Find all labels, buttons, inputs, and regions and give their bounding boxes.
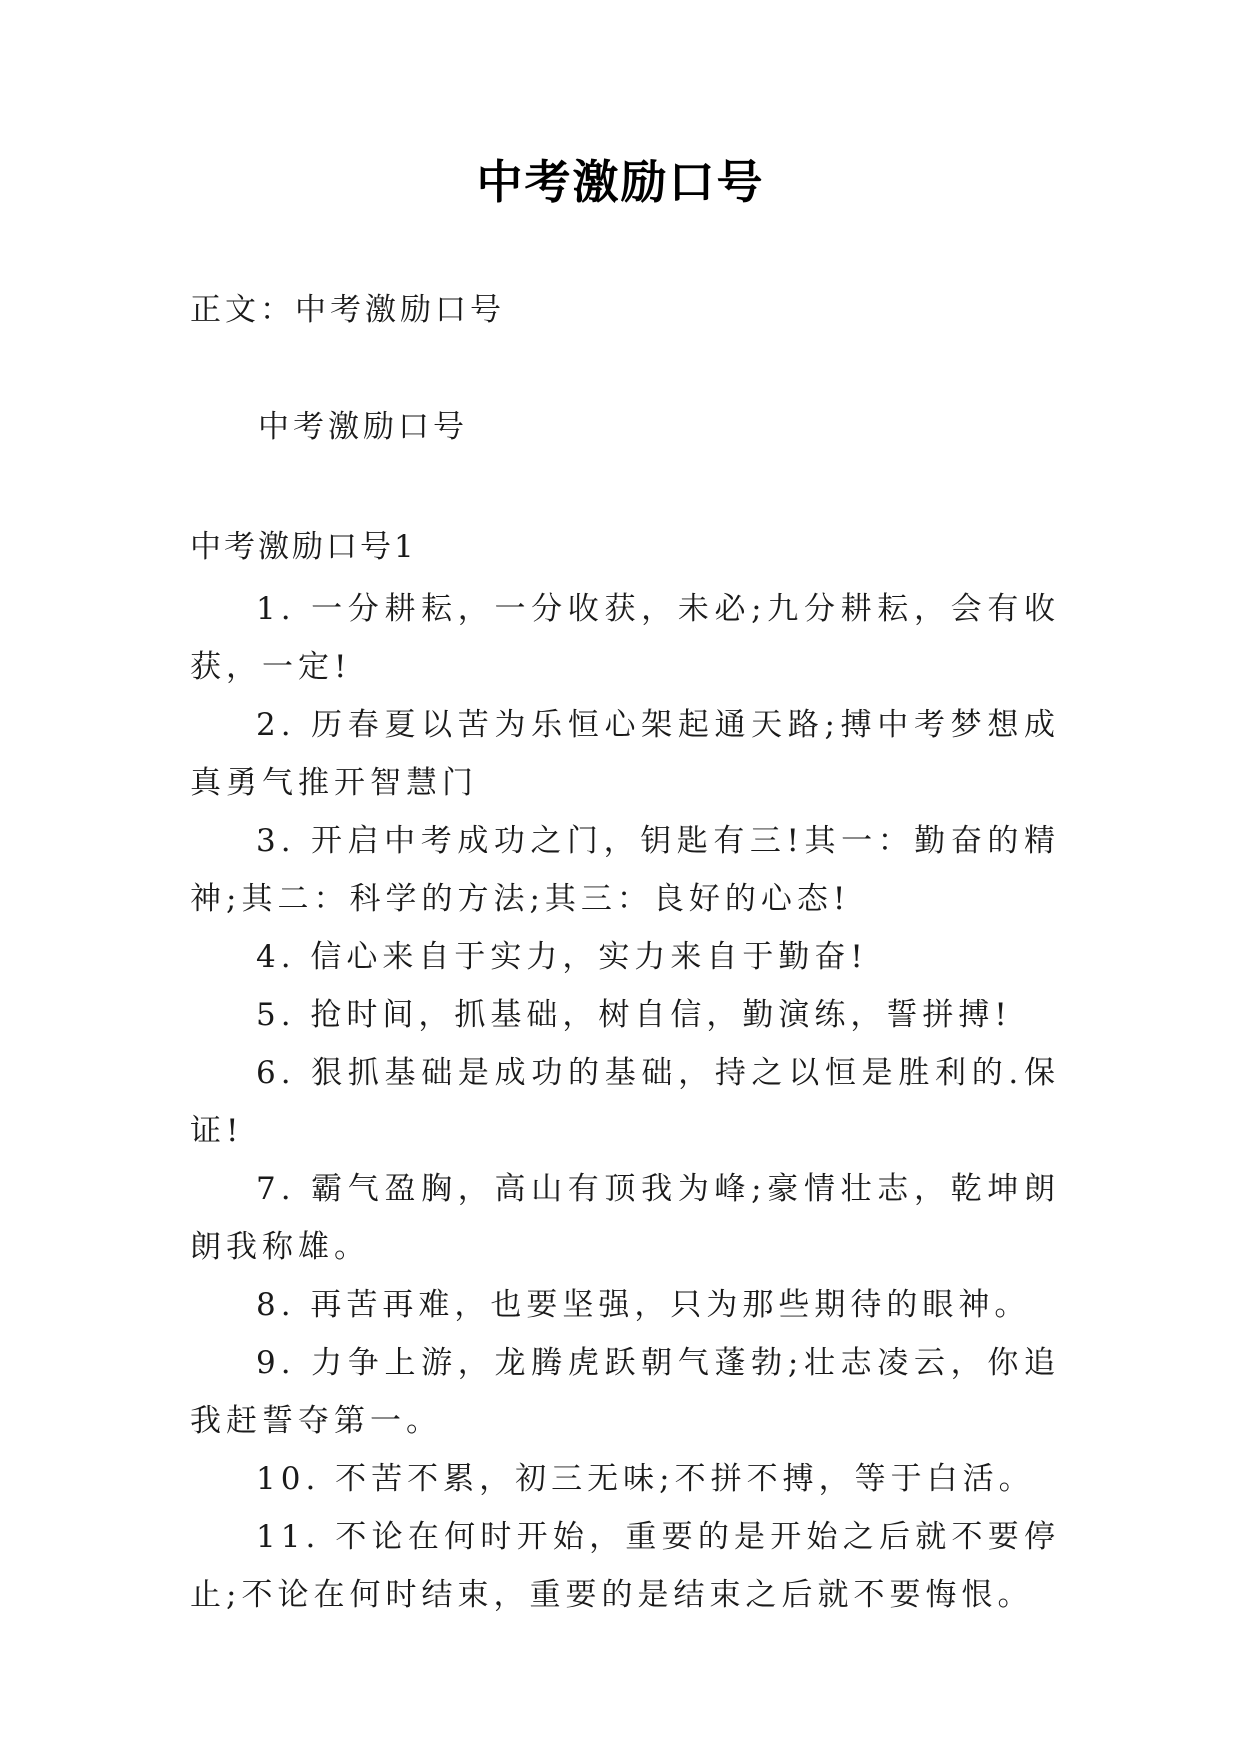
slogan-item: 10. 不苦不累，初三无味;不拼不搏，等于白活。 [256, 1461, 1035, 1497]
document-title: 中考激励口号 [476, 155, 765, 209]
slogan-item: 8. 再苦再难，也要坚强，只为那些期待的眼神。 [256, 1287, 1031, 1323]
slogan-item: 6. 狠抓基础是成功的基础，持之以恒是胜利的.保证! [190, 1055, 1060, 1149]
slogan-item: 4. 信心来自于实力，实力来自于勤奋! [256, 939, 868, 975]
slogan-item: 11. 不论在何时开始，重要的是开始之后就不要停止;不论在何时结束，重要的是结束之后就不要悔恨。 [190, 1519, 1060, 1613]
slogan-item: 2. 历春夏以苦为乐恒心架起通天路;搏中考梦想成真勇气推开智慧门 [190, 707, 1060, 801]
slogan-item: 9. 力争上游，龙腾虎跃朝气蓬勃;壮志凌云，你追我赶誓夺第一。 [190, 1345, 1060, 1439]
document-subheading: 中考激励口号 [258, 409, 468, 445]
slogan-item: 3. 开启中考成功之门，钥匙有三!其一：勤奋的精神;其二：科学的方法;其三：良好的心态! [190, 823, 1060, 917]
slogan-item: 7. 霸气盈胸，高山有顶我为峰;豪情壮志，乾坤朗朗我称雄。 [190, 1171, 1060, 1265]
slogan-list [190, 580, 1060, 1624]
section-title: 中考激励口号1 [190, 529, 417, 565]
slogan-item: 5. 抢时间，抓基础，树自信，勤演练，誓拼搏! [256, 997, 1012, 1033]
slogan-item: 1. 一分耕耘，一分收获，未必;九分耕耘，会有收获，一定! [190, 591, 1060, 685]
body-label: 正文：中考激励口号 [190, 292, 505, 328]
